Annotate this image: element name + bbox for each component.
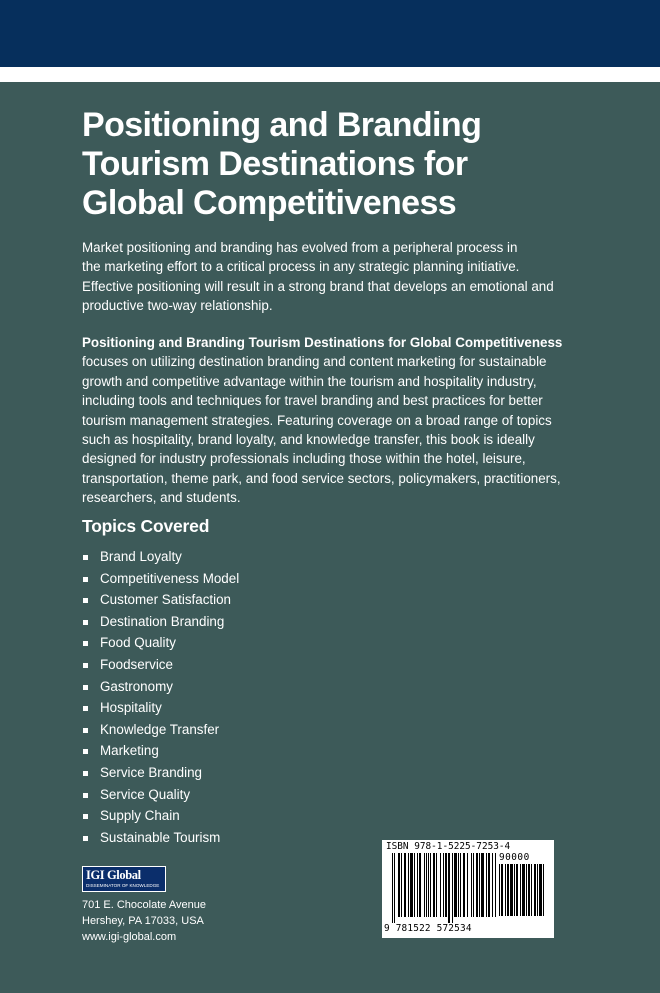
barcode-bar	[492, 853, 493, 917]
book-title-bold: Positioning and Branding Tourism Destinations for Global Competitiveness	[82, 335, 563, 350]
barcode-bar	[514, 864, 515, 916]
topics-list	[82, 546, 239, 848]
bullet-icon	[83, 836, 88, 841]
barcode-bar	[505, 864, 506, 916]
publisher-logo	[82, 866, 166, 892]
white-stripe	[0, 67, 660, 82]
list-item	[82, 632, 239, 654]
description-line: transportation, theme park, and food service sectors, policymakers, practitioners,	[82, 470, 561, 486]
barcode-bar	[520, 864, 521, 916]
barcode-bar	[463, 853, 465, 917]
barcode-bar	[543, 864, 544, 916]
topic-label: Brand Loyalty	[100, 549, 182, 564]
list-item	[82, 719, 239, 741]
bullet-icon	[83, 663, 88, 668]
list-item	[82, 589, 239, 611]
barcode-bar	[481, 853, 484, 917]
barcode-bar	[486, 853, 487, 917]
barcode-bar	[408, 853, 409, 917]
barcode-bar	[392, 853, 393, 923]
barcode-bar	[452, 853, 453, 923]
list-item	[82, 740, 239, 762]
publisher-url: www.igi-global.com	[82, 931, 177, 943]
publisher-address	[82, 897, 206, 945]
topics-heading: Topics Covered	[82, 516, 210, 536]
description-paragraph	[82, 333, 582, 508]
barcode-bar	[467, 853, 468, 917]
barcode-bar	[448, 853, 450, 923]
barcode-bar	[534, 864, 536, 916]
barcode-bar	[510, 864, 513, 916]
topic-label: Customer Satisfaction	[100, 592, 231, 608]
barcode-bar	[440, 853, 441, 917]
barcode-bar	[471, 853, 472, 917]
bullet-icon	[83, 793, 88, 798]
topic-label: Marketing	[100, 743, 159, 759]
barcode-bar	[454, 853, 457, 917]
barcode-bar	[398, 853, 400, 917]
list-item	[82, 784, 239, 806]
list-item	[82, 676, 239, 698]
intro-line: the marketing effort to a critical process in any strategic planning initiative.	[82, 259, 520, 275]
intro-paragraph	[82, 238, 582, 316]
barcode-bar	[531, 864, 532, 916]
isbn-text: ISBN 978-1-5225-7253-4	[386, 841, 511, 852]
book-title	[82, 106, 622, 223]
barcode-bar	[417, 853, 418, 917]
topic-label: Destination Branding	[100, 613, 225, 629]
description-line: growth and competitive advantage within the tourism and hospitality industry,	[82, 373, 537, 389]
top-color-band	[0, 0, 660, 67]
barcode-bar	[488, 853, 490, 917]
topic-label: Competitiveness Model	[100, 570, 240, 586]
topic-label: Food Quality	[100, 635, 176, 651]
barcode-bar	[419, 853, 421, 917]
bullet-icon	[83, 598, 88, 603]
barcode-bar	[507, 864, 509, 916]
list-item	[82, 827, 239, 849]
intro-line: Effective positioning will result in a strong brand that develops an emotional and	[82, 278, 554, 294]
description-line: researchers, and students.	[82, 490, 241, 506]
intro-line: Market positioning and branding has evolved from a peripheral process in	[82, 240, 518, 255]
bullet-icon	[83, 577, 88, 582]
title-line: Global Competitiveness	[82, 184, 457, 222]
bullet-icon	[83, 706, 88, 711]
list-item	[82, 611, 239, 633]
barcode-bar	[428, 853, 429, 917]
barcode-bar	[479, 853, 480, 917]
barcode-panel	[382, 840, 554, 938]
list-item	[82, 654, 239, 676]
description-line: including tools and techniques for travel branding and best practices for better	[82, 393, 543, 409]
list-item	[82, 546, 239, 568]
bullet-icon	[83, 620, 88, 625]
description-line: such as hospitality, brand loyalty, and knowledge transfer, this book is ideally	[82, 432, 535, 448]
barcode-bar	[539, 864, 542, 916]
barcode-bar	[445, 853, 447, 917]
bullet-icon	[83, 728, 88, 733]
logo-name: IGI Global	[86, 868, 141, 882]
barcode-bar	[458, 853, 459, 917]
title-line: Tourism Destinations for	[82, 145, 468, 183]
topic-label: Supply Chain	[100, 808, 180, 824]
topic-label: Sustainable Tourism	[100, 829, 221, 845]
list-item	[82, 568, 239, 590]
barcode-bar	[460, 853, 461, 917]
barcode-bar	[424, 853, 425, 917]
description-line: tourism management strategies. Featuring coverage on a broad range of topics	[82, 412, 552, 428]
topic-label: Service Branding	[100, 764, 202, 780]
barcode-bar	[495, 853, 496, 917]
barcode-number: 9 781522 572534	[384, 923, 472, 934]
bullet-icon	[83, 555, 88, 560]
address-line: Hershey, PA 17033, USA	[82, 915, 204, 927]
barcode-bar	[501, 864, 503, 916]
bullet-icon	[83, 685, 88, 690]
barcode-bar	[516, 864, 518, 916]
barcode-bar	[537, 864, 538, 916]
barcode-bar	[473, 853, 474, 917]
barcode-bar	[394, 853, 395, 923]
barcode-bar	[410, 853, 413, 917]
topic-label: Hospitality	[100, 700, 162, 716]
barcode-bar	[401, 853, 402, 917]
list-item	[82, 697, 239, 719]
topic-label: Gastronomy	[100, 678, 173, 694]
title-line: Positioning and Branding	[82, 106, 482, 144]
barcode-bar	[436, 853, 437, 917]
barcode-bar	[499, 864, 500, 916]
barcode-bar	[430, 853, 431, 917]
barcode-bar	[528, 864, 530, 916]
bullet-icon	[83, 641, 88, 646]
topic-label: Foodservice	[100, 656, 173, 672]
barcode-bar	[476, 853, 478, 917]
list-item	[82, 805, 239, 827]
topic-label: Service Quality	[100, 786, 191, 802]
barcode-bar	[526, 864, 527, 916]
list-item	[82, 762, 239, 784]
logo-tagline: DISSEMINATOR OF KNOWLEDGE	[86, 883, 160, 888]
barcode-addon-icon	[499, 864, 549, 922]
barcode-icon	[392, 853, 496, 923]
description-line: focuses on utilizing destination branding and content marketing for sustainable	[82, 354, 547, 370]
barcode-bar	[522, 864, 525, 916]
topic-label: Knowledge Transfer	[100, 721, 220, 737]
barcode-bar	[443, 853, 444, 917]
barcode-bar	[404, 853, 406, 917]
bullet-icon	[83, 749, 88, 754]
barcode-bar	[426, 853, 427, 917]
barcode-bar	[414, 853, 415, 917]
intro-line: productive two-way relationship.	[82, 298, 273, 314]
address-line: 701 E. Chocolate Avenue	[82, 899, 206, 911]
addon-digits: 90000	[499, 852, 530, 863]
bullet-icon	[83, 814, 88, 819]
bullet-icon	[83, 771, 88, 776]
description-line: designed for industry professionals including those within the hotel, leisure,	[82, 451, 526, 467]
barcode-bar	[433, 853, 435, 917]
